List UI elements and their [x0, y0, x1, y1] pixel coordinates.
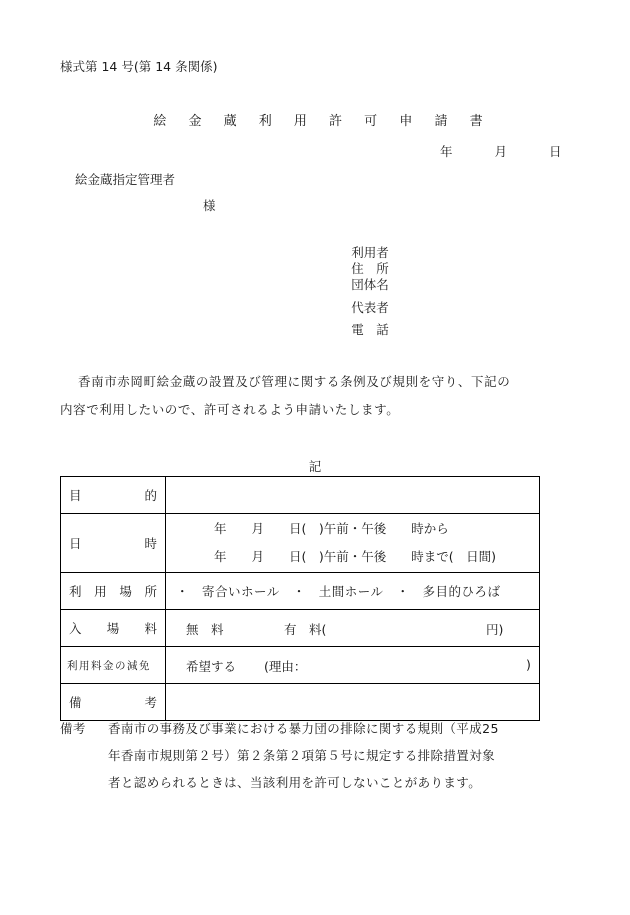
fee-label-c: 料	[144, 621, 157, 636]
venue-label-a: 利	[69, 584, 82, 599]
datetime-from: 年 月 日( )午前・午後 時から	[214, 521, 449, 536]
reduction-field[interactable]	[166, 647, 540, 684]
datetime-row	[61, 514, 540, 573]
remarks	[60, 715, 560, 796]
fee-label-b: 場	[106, 621, 120, 636]
purpose-field[interactable]	[166, 477, 540, 514]
form-number: 様式第 14 号(第 14 条関係)	[60, 59, 218, 74]
applicant-address-label: 住 所	[351, 261, 389, 276]
notes-label-b: 考	[144, 695, 157, 710]
venue-label-c: 場	[119, 584, 132, 599]
reduction-reason-close: )	[526, 657, 531, 672]
fee-free-option[interactable]: 無 料	[186, 622, 224, 637]
venue-options[interactable]: ・ 寄合いホール ・ 土間ホール ・ 多目的ひろば	[166, 573, 540, 610]
purpose-row	[61, 477, 540, 514]
reduction-label: 利用料金の減免	[67, 659, 151, 672]
applicant-phone-label: 電 話	[351, 322, 389, 337]
datetime-to: 年 月 日( )午前・午後 時まで( 日間)	[214, 549, 497, 564]
remarks-line-3: 者と認められるときは、当該利用を許可しないことがあります。	[108, 775, 482, 790]
remarks-line-1: 香南市の事務及び事業における暴力団の排除に関する規則（平成25	[108, 721, 499, 736]
addressee-name: 絵金蔵指定管理者	[75, 172, 176, 187]
remarks-head: 備考	[60, 721, 86, 736]
date-month: 月	[494, 144, 507, 159]
statement-line-2: 内容で利用したいので、許可されるよう申請いたします。	[60, 402, 400, 417]
reduction-reason-label: (理由：	[264, 659, 307, 674]
applicant-user-label: 利用者	[351, 245, 389, 260]
reduction-request-option[interactable]: 希望する	[186, 659, 237, 674]
fee-label-a: 入	[69, 621, 82, 636]
reduction-row	[61, 647, 540, 684]
datetime-label-b: 時	[144, 536, 157, 551]
date-line	[440, 142, 561, 160]
purpose-label-b: 的	[144, 488, 157, 503]
notes-label-a: 備	[69, 695, 82, 710]
applicant-group-label: 団体名	[351, 277, 389, 292]
fee-field[interactable]	[166, 610, 540, 647]
document-title: 絵 金 蔵 利 用 許 可 申 請 書	[153, 114, 492, 129]
fee-row	[61, 610, 540, 647]
application-statement	[60, 368, 545, 424]
addressee-honorific: 様	[203, 198, 216, 213]
applicant-representative-label: 代表者	[351, 300, 389, 315]
datetime-label-a: 日	[69, 536, 82, 551]
venue-label-d: 所	[144, 584, 157, 599]
statement-line-1: 香南市赤岡町絵金蔵の設置及び管理に関する条例及び規則を守り、下記の	[78, 374, 511, 389]
fee-paid-option[interactable]: 有 料(	[284, 622, 327, 637]
purpose-label-a: 目	[69, 488, 82, 503]
date-year: 年	[440, 144, 453, 159]
ki-heading: 記	[308, 459, 322, 474]
venue-row	[61, 573, 540, 610]
venue-label-b: 用	[94, 584, 107, 599]
application-table	[60, 476, 540, 721]
datetime-field[interactable]	[166, 514, 540, 573]
fee-yen-unit: 円)	[486, 622, 504, 637]
remarks-line-2: 年香南市規則第２号）第２条第２項第５号に規定する排除措置対象	[108, 748, 496, 763]
date-day: 日	[548, 144, 562, 159]
